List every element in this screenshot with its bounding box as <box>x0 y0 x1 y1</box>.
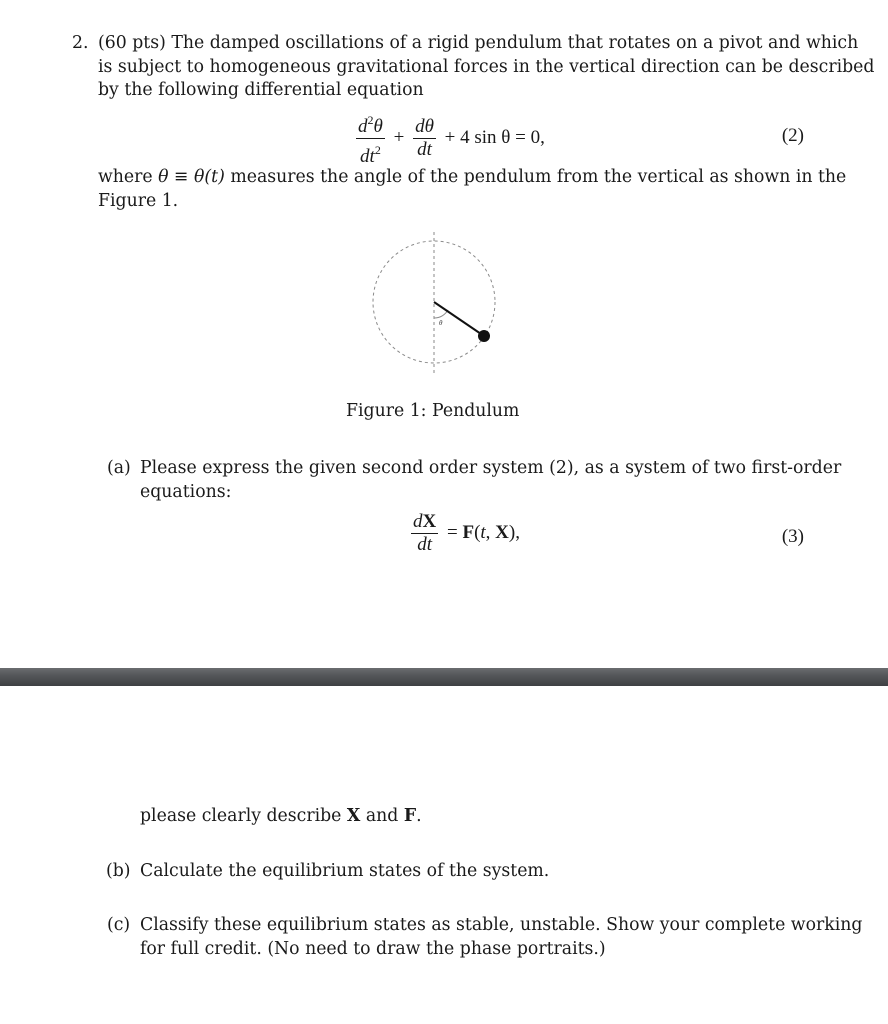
part-c-line-2: for full credit. (No need to draw the phase portraits.) <box>140 938 606 959</box>
problem-line-2: is subject to homogeneous gravitational forces in the vertical direction can be described <box>98 56 875 77</box>
second-derivative-fraction: $\frac{d^2\theta}{dt^2}$ <box>356 110 385 167</box>
dX-dt-fraction: $\frac{dX}{dt}$ <box>413 511 437 555</box>
equation-3-number: (3) <box>781 526 804 547</box>
figure-caption: Figure 1: Pendulum <box>346 401 520 421</box>
part-a-text <box>140 457 841 504</box>
first-derivative-fraction: $\frac{d\theta}{dt}$ <box>415 116 434 160</box>
problem-line-1: (60 pts) The damped oscillations of a rigid pendulum that rotates on a pivot and which <box>98 33 859 53</box>
page-divider <box>0 668 888 686</box>
equation-3-rhs: = F(t, X), <box>446 521 520 543</box>
part-a-line-1: Please express the given second order system (2), as a system of two first-order <box>140 458 842 478</box>
pendulum-bob <box>478 330 490 342</box>
part-b-text: Calculate the equilibrium states of the system. <box>140 861 550 881</box>
equation-2-tail: + 4 sin θ = 0, <box>444 126 545 148</box>
problem-number: 2. <box>72 33 89 53</box>
angle-label: θ <box>439 319 443 327</box>
part-c-line-1: Classify these equilibrium states as stable, unstable. Show your complete working <box>140 915 863 935</box>
part-a-line-2: equations: <box>140 481 232 502</box>
where-paragraph <box>98 166 846 213</box>
problem-line-3: by the following differential equation <box>98 80 424 100</box>
part-a-label: (a) <box>107 458 131 478</box>
equation-3 <box>411 512 520 555</box>
part-c-label: (c) <box>107 915 131 935</box>
equation-2-number: (2) <box>781 125 804 146</box>
pendulum-figure <box>360 226 510 382</box>
part-c-text <box>140 914 862 961</box>
where-line-2: Figure 1. <box>98 190 179 211</box>
where-line-1: where θ ≡ θ(t) measures the angle of the pendulum from the vertical as shown in the <box>98 167 847 187</box>
continuation-text: please clearly describe X and F. <box>140 806 422 826</box>
part-b-label: (b) <box>106 861 131 881</box>
equation-2 <box>356 110 545 167</box>
problem-statement <box>98 32 874 103</box>
plus-sign: + <box>393 126 405 148</box>
